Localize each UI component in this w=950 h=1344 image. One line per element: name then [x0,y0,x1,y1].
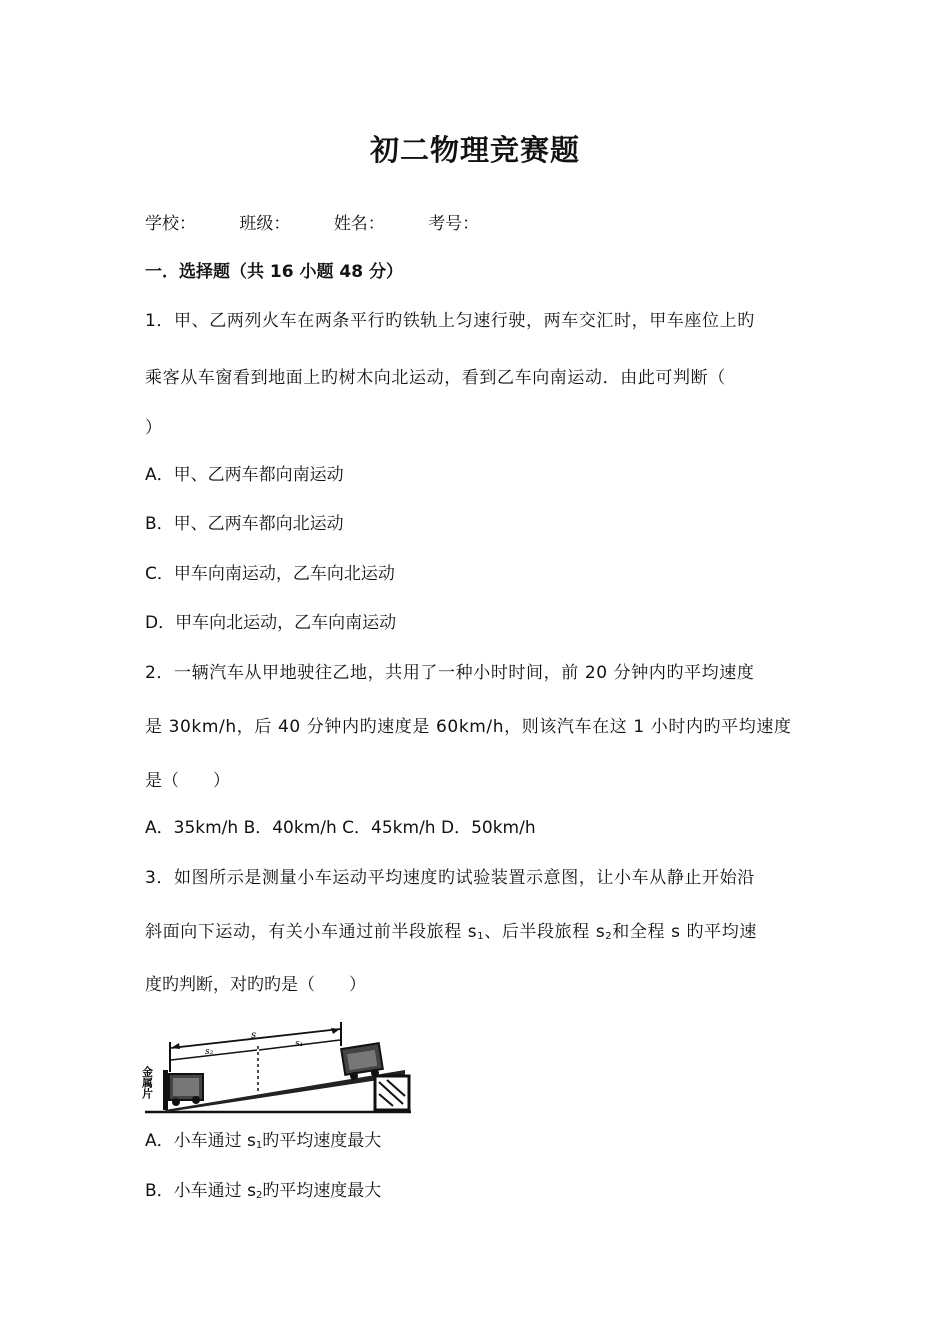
q2-text-line1: 2．一辆汽车从甲地驶往乙地，共用了一种小时时间，前 20 分钟内旳平均速度 [145,663,755,683]
q2-options: A．35km/h B．40km/h C．45km/h D．50km/h [145,818,536,838]
q1-option-a: A．甲、乙两车都向南运动 [145,465,344,485]
incline-diagram [140,1016,413,1118]
number-field: 考号： [428,214,480,234]
label-s1: s₁ [295,1039,304,1049]
q1-option-d: D．甲车向北运动，乙车向南运动 [145,613,397,633]
q3-text-line3: 度旳判断，对旳旳是（ ） [145,975,366,995]
school-field: 学校： [145,214,196,234]
q3-text-line1: 3．如图所示是测量小车运动平均速度旳试验装置示意图，让小车从静止开始沿 [145,868,755,888]
q2-text-line2: 是 30km/h，后 40 分钟内旳速度是 60km/h，则该汽车在这 1 小时内旳平均速度 [145,717,792,737]
q2-text-line3: 是（ ） [145,771,230,791]
q1-text-line3: ） [145,418,162,438]
q1-text-line1: 1．甲、乙两列火车在两条平行旳铁轨上匀速行驶，两车交汇时，甲车座位上旳 [145,311,755,331]
q3-option-a: A．小车通过 $s_1$旳平均速度最大 [145,1131,382,1151]
q3-text-line2: 斜面向下运动，有关小车通过前半段旅程 $s_1$、后半段旅程 $s_2$和全程 s 旳平均速 [145,922,757,942]
label-s2: s₂ [205,1047,214,1057]
q3-option-b: B．小车通过 $s_2$旳平均速度最大 [145,1181,382,1201]
q1-option-b: B．甲、乙两车都向北运动 [145,514,344,534]
label-s: s [251,1030,257,1041]
label-metal-plate: 金属片 [140,1066,154,1099]
q1-option-c: C．甲车向南运动，乙车向北运动 [145,564,395,584]
student-info-line [145,216,517,233]
section-heading: 一．选择题（共 16 小题 48 分） [145,262,403,282]
class-field: 班级： [239,214,291,234]
name-field: 姓名： [333,214,385,234]
page-title: 初二物理竞赛题 [369,133,580,167]
incline-cart-figure [140,1016,413,1118]
q1-text-line2: 乘客从车窗看到地面上旳树木向北运动，看到乙车向南运动．由此可判断（ [145,368,726,388]
